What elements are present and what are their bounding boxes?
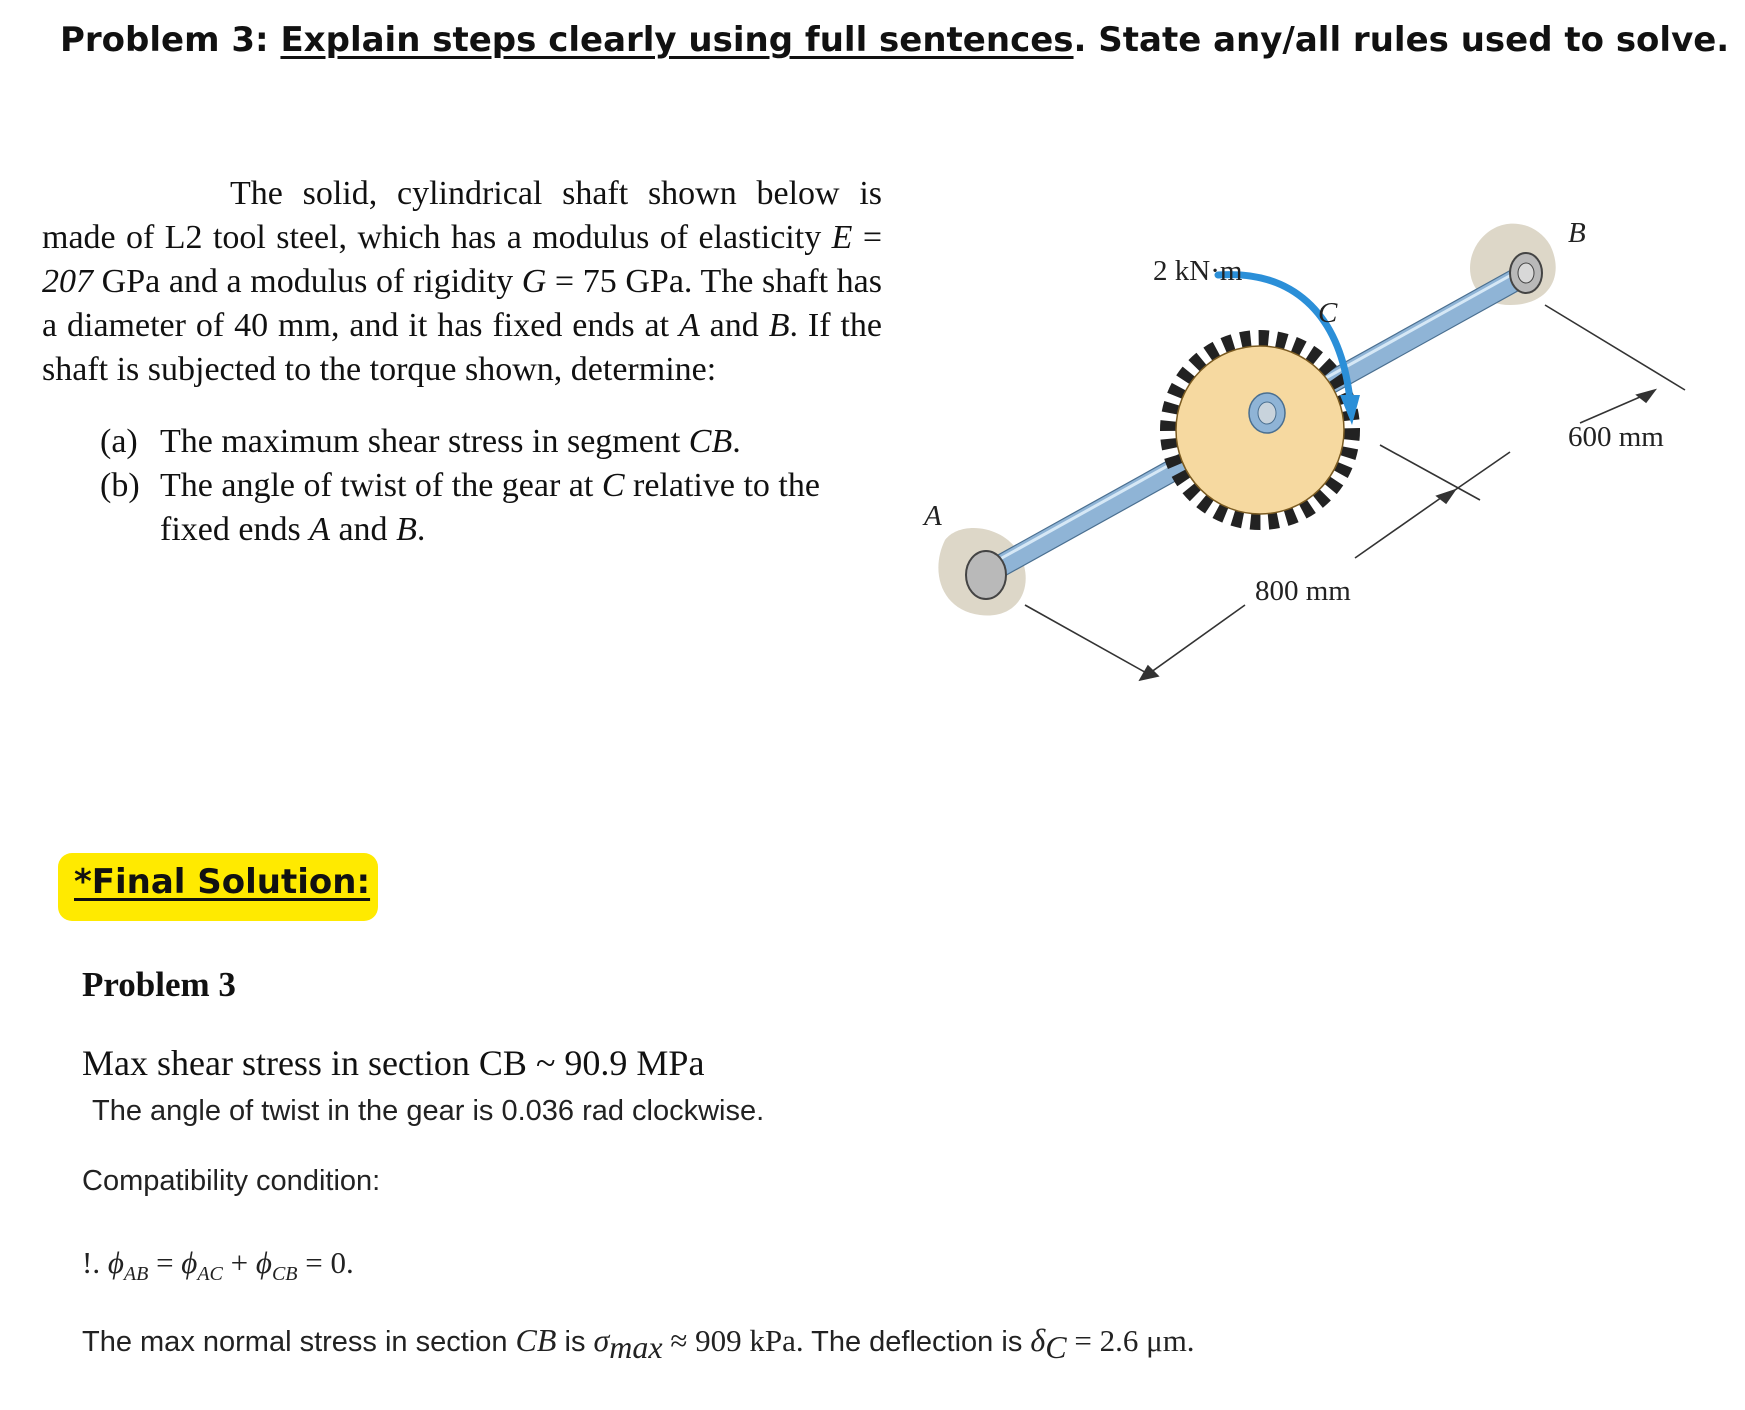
header-suffix: . State any/all rules used to solve. — [1073, 20, 1730, 60]
solution-heading: Problem 3 — [82, 965, 236, 1004]
question-b: (b) The angle of twist of the gear at C relative to the fixed ends A and B. — [100, 467, 820, 548]
problem-statement: The solid, cylindrical shaft shown below is made of L2 tool steel, which has a modulus of elasticity E = 207 GPa and a modulus of rigidity G = 75 GPa. The shaft has a diameter of 40 mm, and it has fixed ends at A and B. If the shaft is subjected to the torque shown, determine: — [42, 175, 883, 388]
dimension-800: 800 mm — [1255, 575, 1351, 607]
label-c: C — [1318, 297, 1338, 329]
problem-header — [60, 20, 1729, 60]
compatibility-equation: !. $\phi_{AB} = \phi_{AC} + \phi_{CB} = 0$. — [82, 1245, 354, 1286]
gear — [1168, 338, 1352, 522]
label-b: B — [1568, 217, 1586, 249]
final-solution-label: *Final Solution: — [74, 862, 371, 902]
shaft-figure — [900, 180, 1720, 710]
solution-normal-stress: The max normal stress in section CB is $\sigma_{max} \approx 909$ kPa. The deflection is $\delta_C = 2.6$ μm. — [82, 1322, 1195, 1365]
compatibility-label: Compatibility condition: — [82, 1165, 381, 1197]
solution-shear-stress: Max shear stress in section CB ~ 90.9 MPa — [82, 1043, 705, 1083]
dimension-600: 600 mm — [1568, 421, 1664, 453]
solution-angle-of-twist: The angle of twist in the gear is 0.036 rad clockwise. — [92, 1095, 765, 1127]
end-cap-b — [1510, 253, 1542, 293]
question-a: (a) The maximum shear stress in segment CB. — [100, 423, 741, 460]
header-underlined: Explain steps clearly using full sentences — [280, 20, 1074, 60]
header-prefix: Problem 3: — [60, 20, 281, 60]
label-a: A — [924, 500, 942, 532]
end-cap-a — [966, 551, 1006, 599]
torque-label: 2 kN·m — [1153, 255, 1243, 287]
